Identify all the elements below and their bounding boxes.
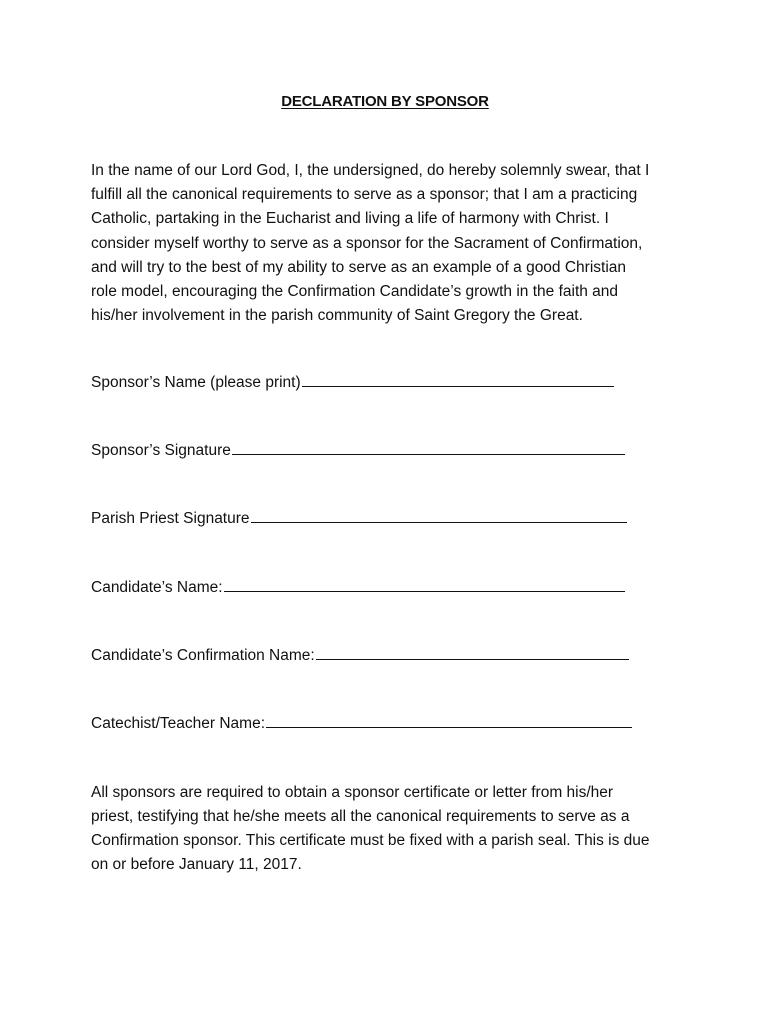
sponsor-signature-label: Sponsor’s Signature: [91, 442, 231, 459]
confirmation-name-label: Candidate’s Confirmation Name:: [91, 647, 315, 664]
paragraph-line: priest, testifying that he/she meets all the canonical requirements to serve as a: [91, 808, 630, 825]
catechist-name-field: [91, 713, 632, 734]
paragraph-line: fulfill all the canonical requirements to serve as a sponsor; that I am a practicing: [91, 186, 638, 204]
closing-paragraph: [91, 781, 711, 877]
paragraph-line: consider myself worthy to serve as a sponsor for the Sacrament of Confirmation,: [91, 234, 643, 252]
paragraph-line: and will try to the best of my ability to serve as an example of a good Christian: [91, 258, 627, 276]
sponsor-name-blank[interactable]: [302, 372, 614, 387]
candidate-name-blank[interactable]: [224, 577, 625, 592]
candidate-name-field: [91, 577, 625, 598]
paragraph-line: In the name of our Lord God, I, the undersigned, do hereby solemnly swear, that I: [91, 162, 650, 179]
priest-signature-label: Parish Priest Signature: [91, 510, 250, 527]
confirmation-name-field: [91, 645, 629, 666]
catechist-name-label: Catechist/Teacher Name:: [91, 715, 266, 732]
confirmation-name-blank[interactable]: [316, 645, 629, 660]
candidate-name-label: Candidate’s Name:: [91, 579, 223, 596]
priest-signature-field: [91, 508, 627, 529]
paragraph-line: All sponsors are required to obtain a sponsor certificate or letter from his/her: [91, 784, 614, 801]
paragraph-line: on or before January 11, 2017.: [91, 856, 302, 873]
paragraph-line: role model, encouraging the Confirmation Candidate’s growth in the faith and: [91, 283, 619, 301]
sponsor-name-label: Sponsor’s Name (please print): [91, 374, 301, 391]
document-title: DECLARATION BY SPONSOR: [281, 93, 489, 110]
sponsor-signature-blank[interactable]: [232, 440, 625, 455]
sponsor-name-field: [91, 372, 614, 393]
catechist-name-blank[interactable]: [266, 713, 632, 728]
paragraph-line: Confirmation sponsor. This certificate must be fixed with a parish seal. This is due: [91, 832, 650, 849]
paragraph-line: Catholic, partaking in the Eucharist and living a life of harmony with Christ. I: [91, 210, 609, 228]
priest-signature-blank[interactable]: [251, 508, 627, 523]
sponsor-signature-field: [91, 440, 625, 461]
paragraph-line: his/her involvement in the parish community of Saint Gregory the Great.: [91, 307, 583, 325]
declaration-paragraph: [91, 159, 691, 328]
